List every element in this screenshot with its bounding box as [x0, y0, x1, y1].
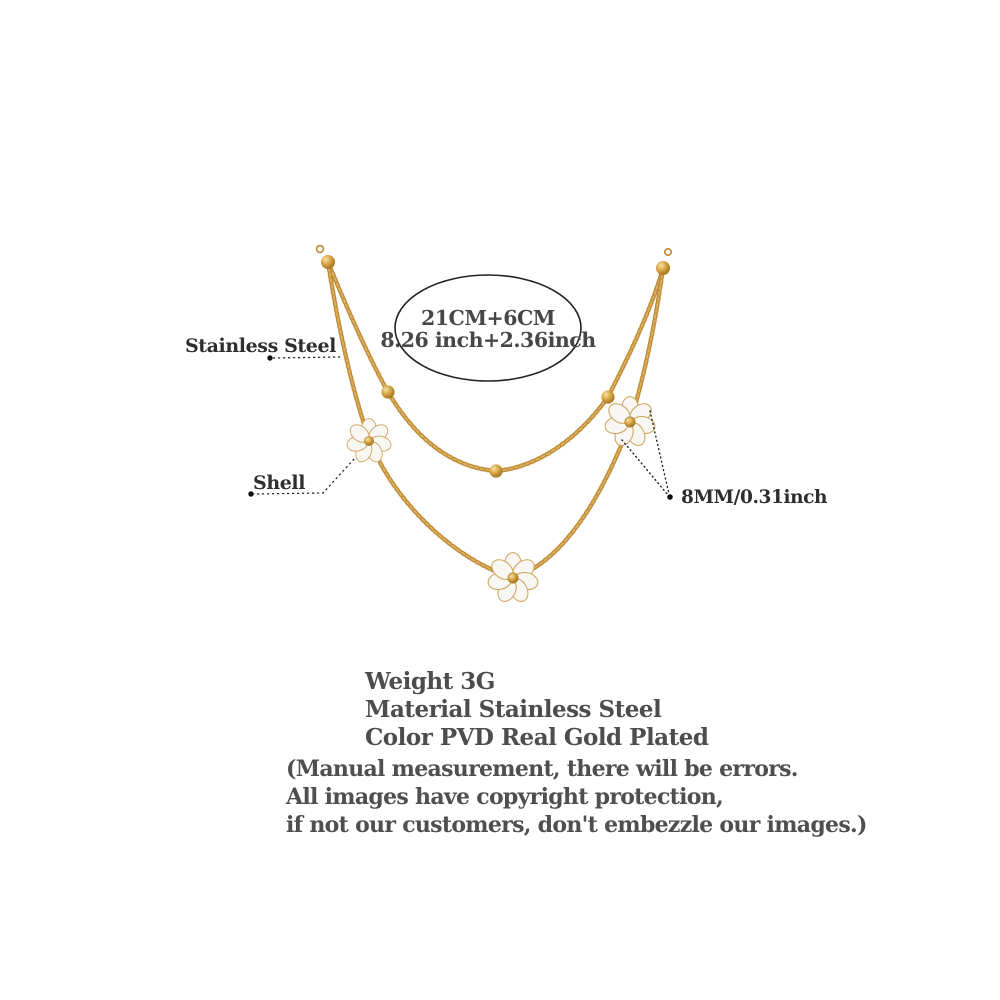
- disclaimer-block: [286, 755, 867, 839]
- callout-line-size-a: [650, 411, 669, 494]
- callout-shell: [248, 446, 366, 497]
- callout-label-shell: Shell: [253, 472, 306, 494]
- flower-pendant-right: [603, 397, 656, 449]
- size-badge-line2: 8.26 inch+2.36inch: [380, 328, 596, 352]
- spec-color: Color PVD Real Gold Plated: [365, 724, 709, 751]
- flower-pendant-center: [486, 553, 539, 605]
- satellite-bead-left: [381, 385, 394, 398]
- size-badge-line1: 21CM+6CM: [421, 306, 555, 330]
- disclaimer-line-2: All images have copyright protection,: [286, 784, 723, 810]
- callout-stainless: [185, 335, 341, 361]
- clasp-bead-left: [321, 255, 335, 269]
- clasp-loop-right: [665, 249, 671, 255]
- spec-weight: Weight 3G: [365, 668, 495, 695]
- callout-line-stainless: [273, 357, 341, 358]
- callout-label-stainless: Stainless Steel: [184, 335, 336, 357]
- satellite-bead-center: [489, 464, 502, 477]
- satellite-bead-right: [601, 390, 614, 403]
- clasp-bead-right: [656, 261, 670, 275]
- callout-dot-size: [667, 494, 673, 500]
- specs-block: [365, 668, 708, 752]
- clasp-loop-left: [317, 246, 324, 253]
- spec-material: Material Stainless Steel: [365, 696, 662, 723]
- callout-label-size: 8MM/0.31inch: [681, 487, 828, 508]
- size-badge: [380, 275, 596, 381]
- disclaimer-line-3: if not our customers, don't embezzle our images.): [286, 812, 867, 838]
- flower-pendant-left: [345, 419, 392, 465]
- callout-line-size-b: [622, 440, 668, 495]
- disclaimer-line-1: (Manual measurement, there will be errors.: [286, 756, 798, 782]
